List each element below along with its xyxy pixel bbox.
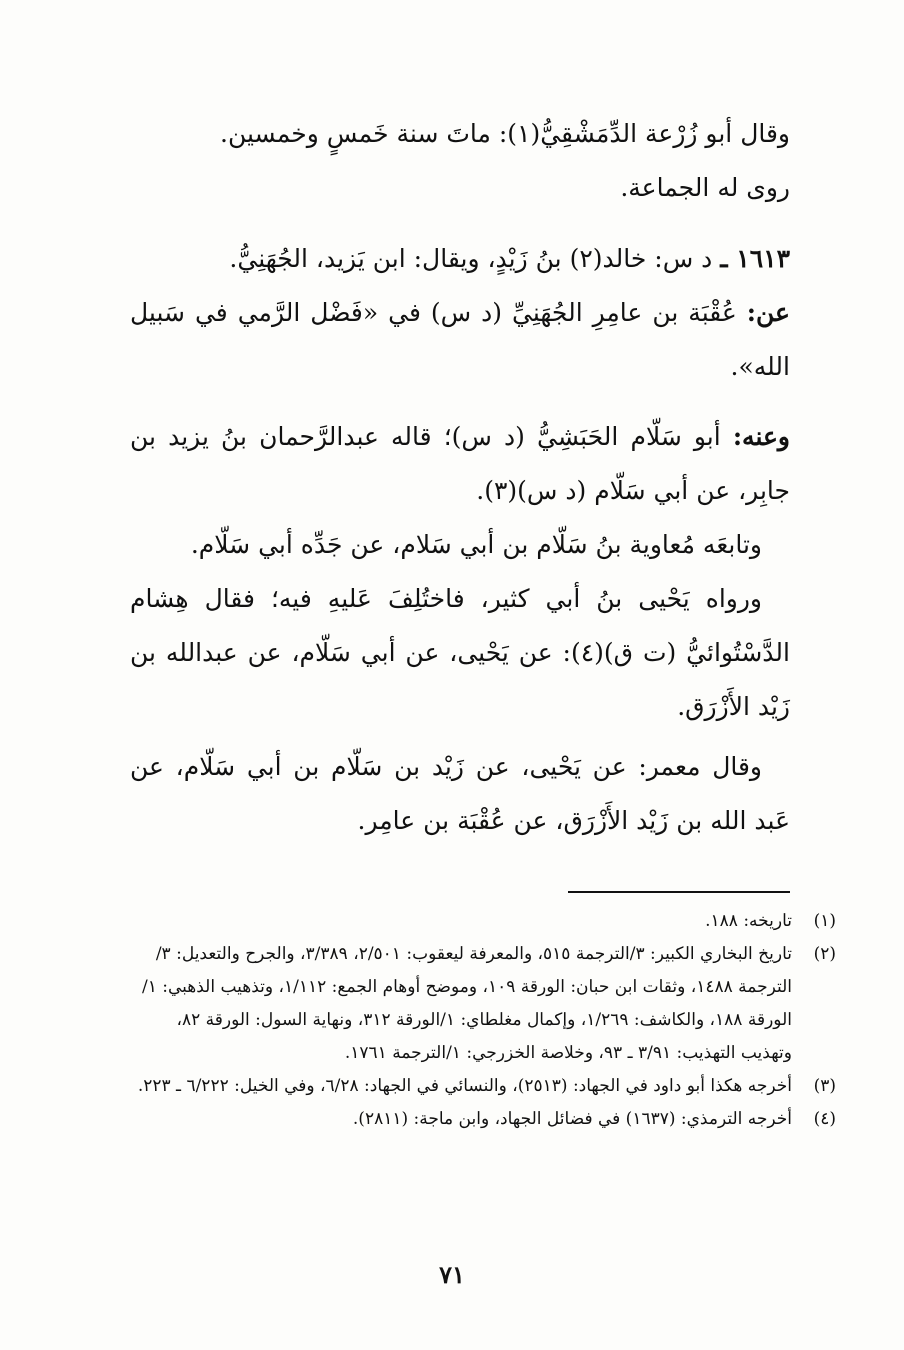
entry-body-end [130,740,790,848]
paragraph-narrated-by: روى له الجماعة. [620,173,790,202]
wanhu-label: وعنه: [732,422,790,451]
footnote-text: تاريخ البخاري الكبير: ٣/الترجمة ٥١٥، والمعرفة ليعقوب: ٢/٥٠١، ٣/٣٨٩، والجرح والتعديل: ٣/الترجمة ١٤٨٨، وثقات ابن حبان: الورقة ١٠٩، وموضح أوهام الجمع: ١/١١٢، وتذهيب الذهبي: ١/الورقة ١٨٨، والكاشف: ١/٢٦٩، وإكمال مغلطاي: ١/الورقة ٣١٢، ونهاية السول: الورقة ٨٢، وتهذيب التهذيب: ٣/٩١ ـ ٩٣، وخلاصة الخزرجي: ١/الترجمة ١٧٦١. [141,944,792,1063]
entry-body [130,410,790,734]
wanhu-text: أبو سَلّام الحَبَشِيُّ (د س)؛ قاله عبدالرَّحمان بنُ يزيد بن جابِر، عن أبي سَلّام (د س)(٣). [130,422,790,505]
footnote-separator [568,891,790,893]
footnote-marker: (١) [813,911,836,931]
footnote-marker: (٢) [813,944,836,964]
entry-tail [130,107,790,215]
paragraph-mamar: وقال معمر: عن يَحْيى، عن زَيْد بن سَلّام بن أبي سَلّام، عن عَبد الله بن زَيْد الأَزْرَق، عن عُقْبَة بن عامِر. [130,752,790,835]
page-number: ٧١ [439,1260,465,1289]
entry-title [130,232,790,286]
footnote-4 [130,1103,836,1136]
an-label: عن: [746,298,790,327]
paragraph-tabaa: وتابعَه مُعاوية بنُ سَلّام بن أبي سَلام، عن جَدِّه أبي سَلّام. [190,530,762,559]
entry-name: د س: خالد(٢) بنُ زَيْدٍ، ويقال: ابن يَزيد، الجُهَنِيُّ. [229,244,713,273]
paragraph-death-year: وقال أبو زُرْعة الدِّمَشْقِيُّ(١): ماتَ سنة خَمسٍ وخمسين. [220,119,790,148]
footnotes [130,905,836,1136]
paragraph-rawah: ورواه يَحْيى بنُ أبي كثير، فاختُلِفَ عَليهِ فيه؛ فقال هِشام الدَّسْتُوائيُّ (ت ق)(٤): عن يَحْيى، عن أبي سَلّام، عن عبدالله بن زَيْد الأَزْرَق. [130,584,790,721]
footnote-1 [130,905,836,938]
paragraph-wanhu [130,410,790,518]
footnote-marker: (٤) [813,1109,836,1129]
footnote-3 [130,1070,836,1103]
entry-heading [130,232,790,394]
footnote-text: تاريخه: ١٨٨. [705,911,792,931]
footnote-text: أخرجه الترمذي: (١٦٣٧) في فضائل الجهاد، وابن ماجة: (٢٨١١). [352,1109,792,1129]
paragraph-an [130,286,790,394]
an-text: عُقْبَة بن عامِرِ الجُهَنِيِّ (د س) في «فَضْل الرَّمي في سَبيل الله». [130,298,790,381]
footnote-2 [130,938,836,1070]
footnote-text: أخرجه هكذا أبو داود في الجهاد: (٢٥١٣)، والنسائي في الجهاد: ٦/٢٨، وفي الخيل: ٦/٢٢٢ ـ ٢٢٣. [137,1076,792,1096]
entry-number: ١٦١٣ ـ [720,244,790,273]
footnote-marker: (٣) [813,1076,836,1096]
